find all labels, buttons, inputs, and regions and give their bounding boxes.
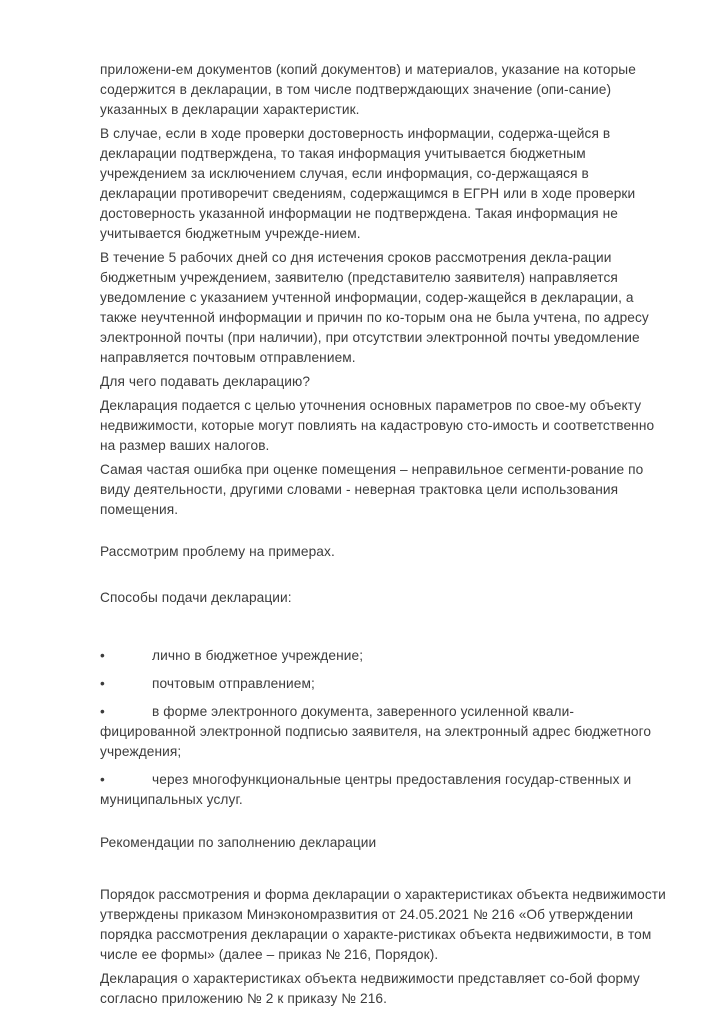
- paragraph: Самая частая ошибка при оценке помещения – неправильное сегменти-рование по виду деятельности, другими словами - неверная трактовка цели использования помещения.: [100, 462, 644, 517]
- paragraph: приложени-ем документов (копий документов) и материалов, указание на которые содержится в декларации, в том числе подтверждающих значение (опи-сание) указанных в декларации характеристик.: [100, 62, 636, 117]
- section-question: Для чего подавать декларацию?: [100, 374, 311, 389]
- bullet-text: в форме электронного документа, заверенного усиленной квали-фицированной электронной подписью заявителя, на электронный адрес бюджетного учреждения;: [100, 704, 652, 759]
- paragraph: Декларация о характеристиках объекта недвижимости представляет со-бой форму согласно приложению № 2 к приказу № 216.: [100, 971, 640, 1006]
- section-heading: Способы подачи декларации:: [100, 590, 292, 605]
- bullet-text: почтовым отправлением;: [152, 676, 315, 691]
- bullet-text: лично в бюджетное учреждение;: [152, 648, 364, 663]
- bullet-marker: •: [100, 676, 105, 691]
- bullet-text: через многофункциональные центры предоставления государ-ственных и муниципальных услуг.: [100, 772, 632, 807]
- paragraph: Рассмотрим проблему на примерах.: [100, 544, 335, 559]
- paragraph: Порядок рассмотрения и форма декларации о характеристиках объекта недвижимости утверждены приказом Минэкономразвития от 24.05.2021 № 216 «Об утверждении порядка рассмотрения декларации о характе-ристиках объекта недвижимости, в том числе ее формы» (далее – приказ № 216, Порядок).: [100, 887, 666, 962]
- bullet-list-item: [100, 770, 667, 810]
- bullet-marker: •: [100, 772, 105, 787]
- bullet-list-item: [100, 646, 667, 666]
- bullet-marker: •: [100, 648, 105, 663]
- bullet-marker: •: [100, 704, 105, 719]
- paragraph: В течение 5 рабочих дней со дня истечения сроков рассмотрения декла-рации бюджетным учреждением, заявителю (представителю заявителя) направляется уведомление с указанием учтенной информации, содер-жащейся в декларации, а также неучтенной информации и причин по ко-торым она не была учтена, по адресу электронной почты (при наличии), при отсутствии электронной почты уведомление направляется почтовым отправлением.: [100, 250, 649, 365]
- document-body: [100, 60, 667, 1009]
- bullet-list-item: [100, 702, 667, 762]
- section-heading: Рекомендации по заполнению декларации: [100, 835, 377, 850]
- paragraph: В случае, если в ходе проверки достоверность информации, содержа-щейся в декларации подтверждена, то такая информация учитывается бюджетным учреждением за исключением случая, если информация, со-держащаяся в декларации противоречит сведениям, содержащимся в ЕГРН или в ходе проверки достоверность указанной информации не подтверждена. Такая информация не учитывается бюджетным учрежде-нием.: [100, 126, 636, 241]
- paragraph: Декларация подается с целью уточнения основных параметров по свое-му объекту недвижимости, которые могут повлиять на кадастровую сто-имость и соответственно на размер ваших налогов.: [100, 398, 655, 453]
- bullet-list-item: [100, 674, 667, 694]
